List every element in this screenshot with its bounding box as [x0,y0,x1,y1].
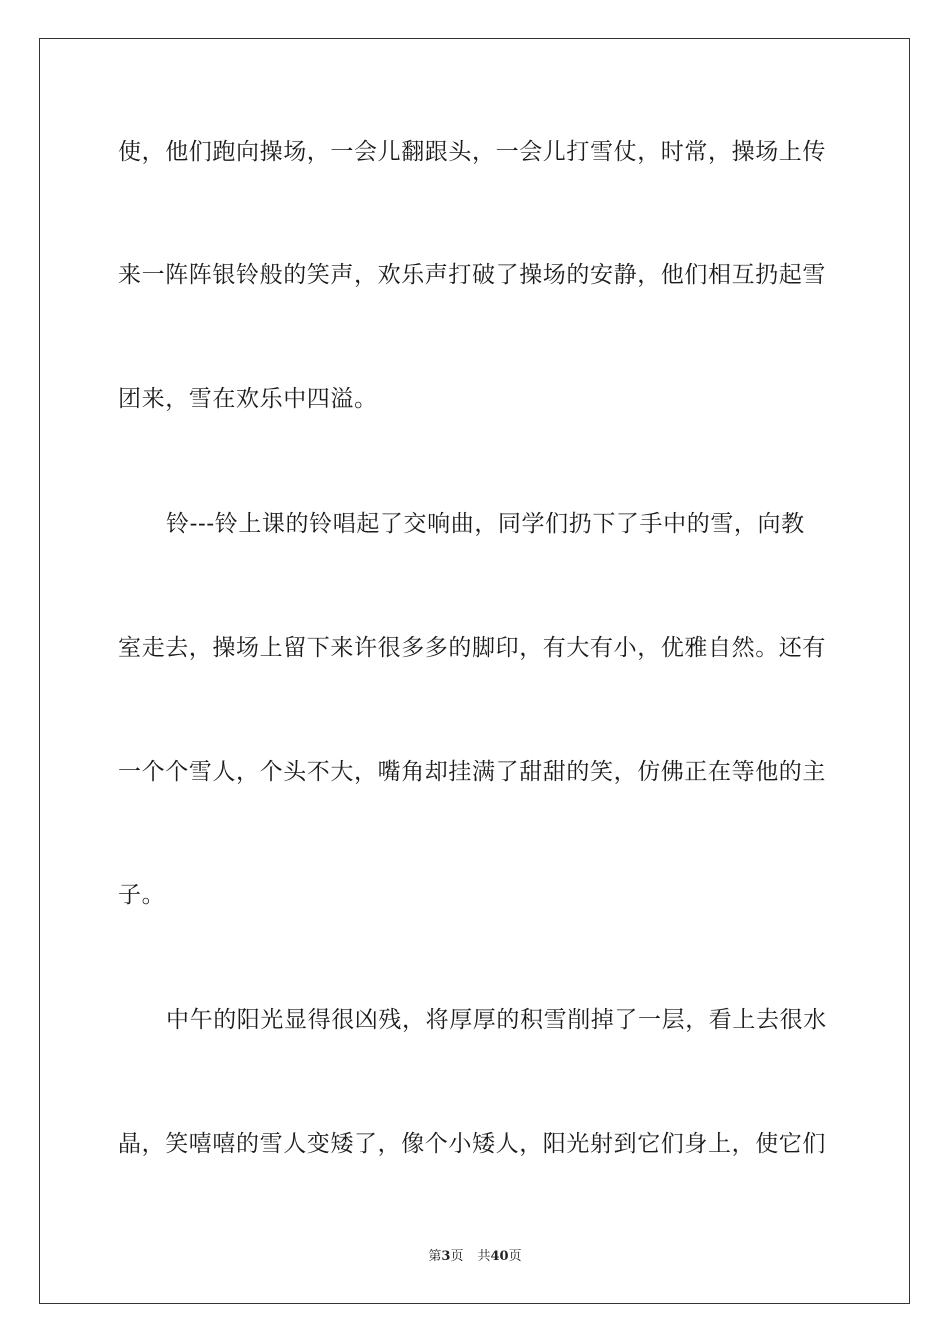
footer-total-prefix: 共 [477,1249,491,1264]
footer-page-suffix: 页 [450,1249,464,1264]
page-footer [0,1248,950,1266]
text-line-2: 来一阵阵银铃般的笑声，欢乐声打破了操场的安静，他们相互扔起雪 [118,262,826,288]
footer-page-number: 3 [441,1249,451,1264]
text-line-7: 子。 [118,882,166,908]
text-line-1: 使，他们跑向操场，一会儿翻跟头，一会儿打雪仗，时常，操场上传 [118,139,826,165]
footer-total-number: 40 [490,1249,509,1264]
footer-page-prefix: 第 [428,1249,442,1264]
text-line-9: 晶，笑嘻嘻的雪人变矮了，像个小矮人，阳光射到它们身上，使它们 [118,1131,826,1157]
page-border [39,38,910,1304]
text-line-6: 一个个雪人，个头不大，嘴角却挂满了甜甜的笑，仿佛正在等他的主 [118,759,826,785]
text-line-8-paragraph-start: 中午的阳光显得很凶残，将厚厚的积雪削掉了一层，看上去很水 [166,1007,827,1033]
text-line-3: 团来，雪在欢乐中四溢。 [118,386,378,412]
footer-total-suffix: 页 [508,1249,522,1264]
text-line-4-paragraph-start: 铃---铃上课的铃唱起了交响曲，同学们扔下了手中的雪，向教 [166,511,805,537]
text-line-5: 室走去，操场上留下来许很多多的脚印，有大有小，优雅自然。还有 [118,635,826,661]
